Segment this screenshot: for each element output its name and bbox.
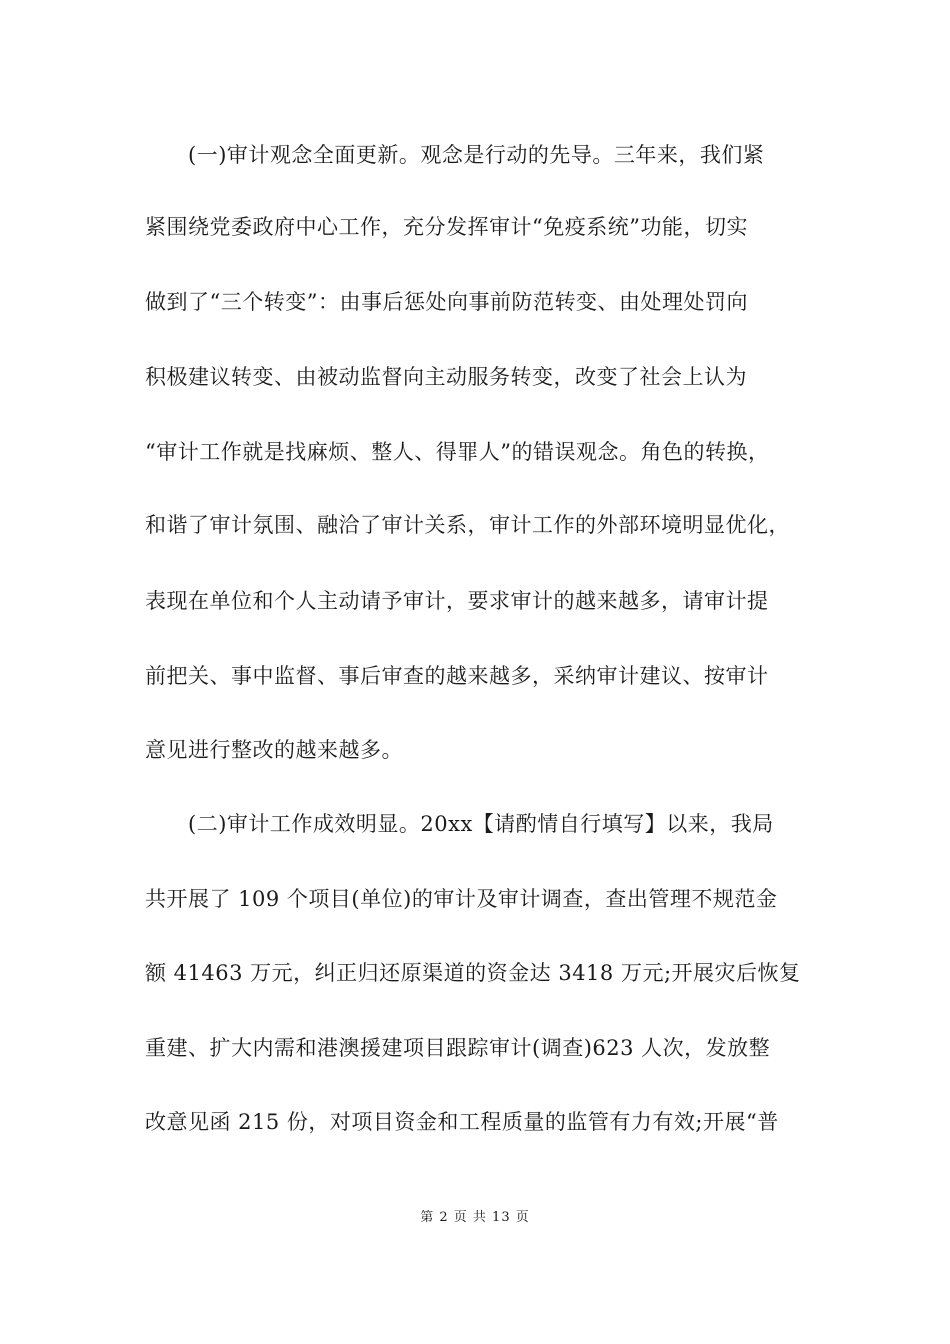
paragraph-2-line-2: 共开展了 109 个项目(单位)的审计及审计调查，查出管理不规范金 [145, 887, 778, 911]
paragraph-2-line-4: 重建、扩大内需和港澳援建项目跟踪审计(调查)623 人次，发放整 [145, 1036, 771, 1060]
paragraph-1-line-7: 表现在单位和个人主动请予审计，要求审计的越来越多，请审计提 [145, 589, 769, 613]
paragraph-2-line-5: 改意见函 215 份，对项目资金和工程质量的监管有力有效;开展“普 [145, 1110, 779, 1134]
paragraph-1-line-6: 和谐了审计氛围、融洽了审计关系，审计工作的外部环境明显优化， [145, 513, 790, 537]
paragraph-1-line-2: 紧围绕党委政府中心工作，充分发挥审计“免疫系统”功能，切实 [145, 215, 748, 239]
paragraph-2-line-1: (二)审计工作成效明显。20xx【请酌情自行填写】以来，我局 [188, 812, 774, 836]
paragraph-1-line-1: (一)审计观念全面更新。观念是行动的先导。三年来，我们紧 [188, 143, 765, 167]
paragraph-1-line-9: 意见进行整改的越来越多。 [145, 738, 403, 762]
paragraph-1-line-4: 积极建议转变、由被动监督向主动服务转变，改变了社会上认为 [145, 365, 747, 389]
paragraph-1-line-3: 做到了“三个转变”：由事后惩处向事前防范转变、由处理处罚向 [145, 290, 748, 314]
paragraph-2-line-3: 额 41463 万元，纠正归还原渠道的资金达 3418 万元;开展灾后恢复 [145, 961, 801, 985]
page-number-footer: 第 2 页 共 13 页 [420, 1210, 530, 1225]
paragraph-1-line-8: 前把关、事中监督、事后审查的越来越多，采纳审计建议、按审计 [145, 664, 769, 688]
paragraph-1-line-5: “审计工作就是找麻烦、整人、得罪人”的错误观念。角色的转换， [145, 440, 770, 464]
